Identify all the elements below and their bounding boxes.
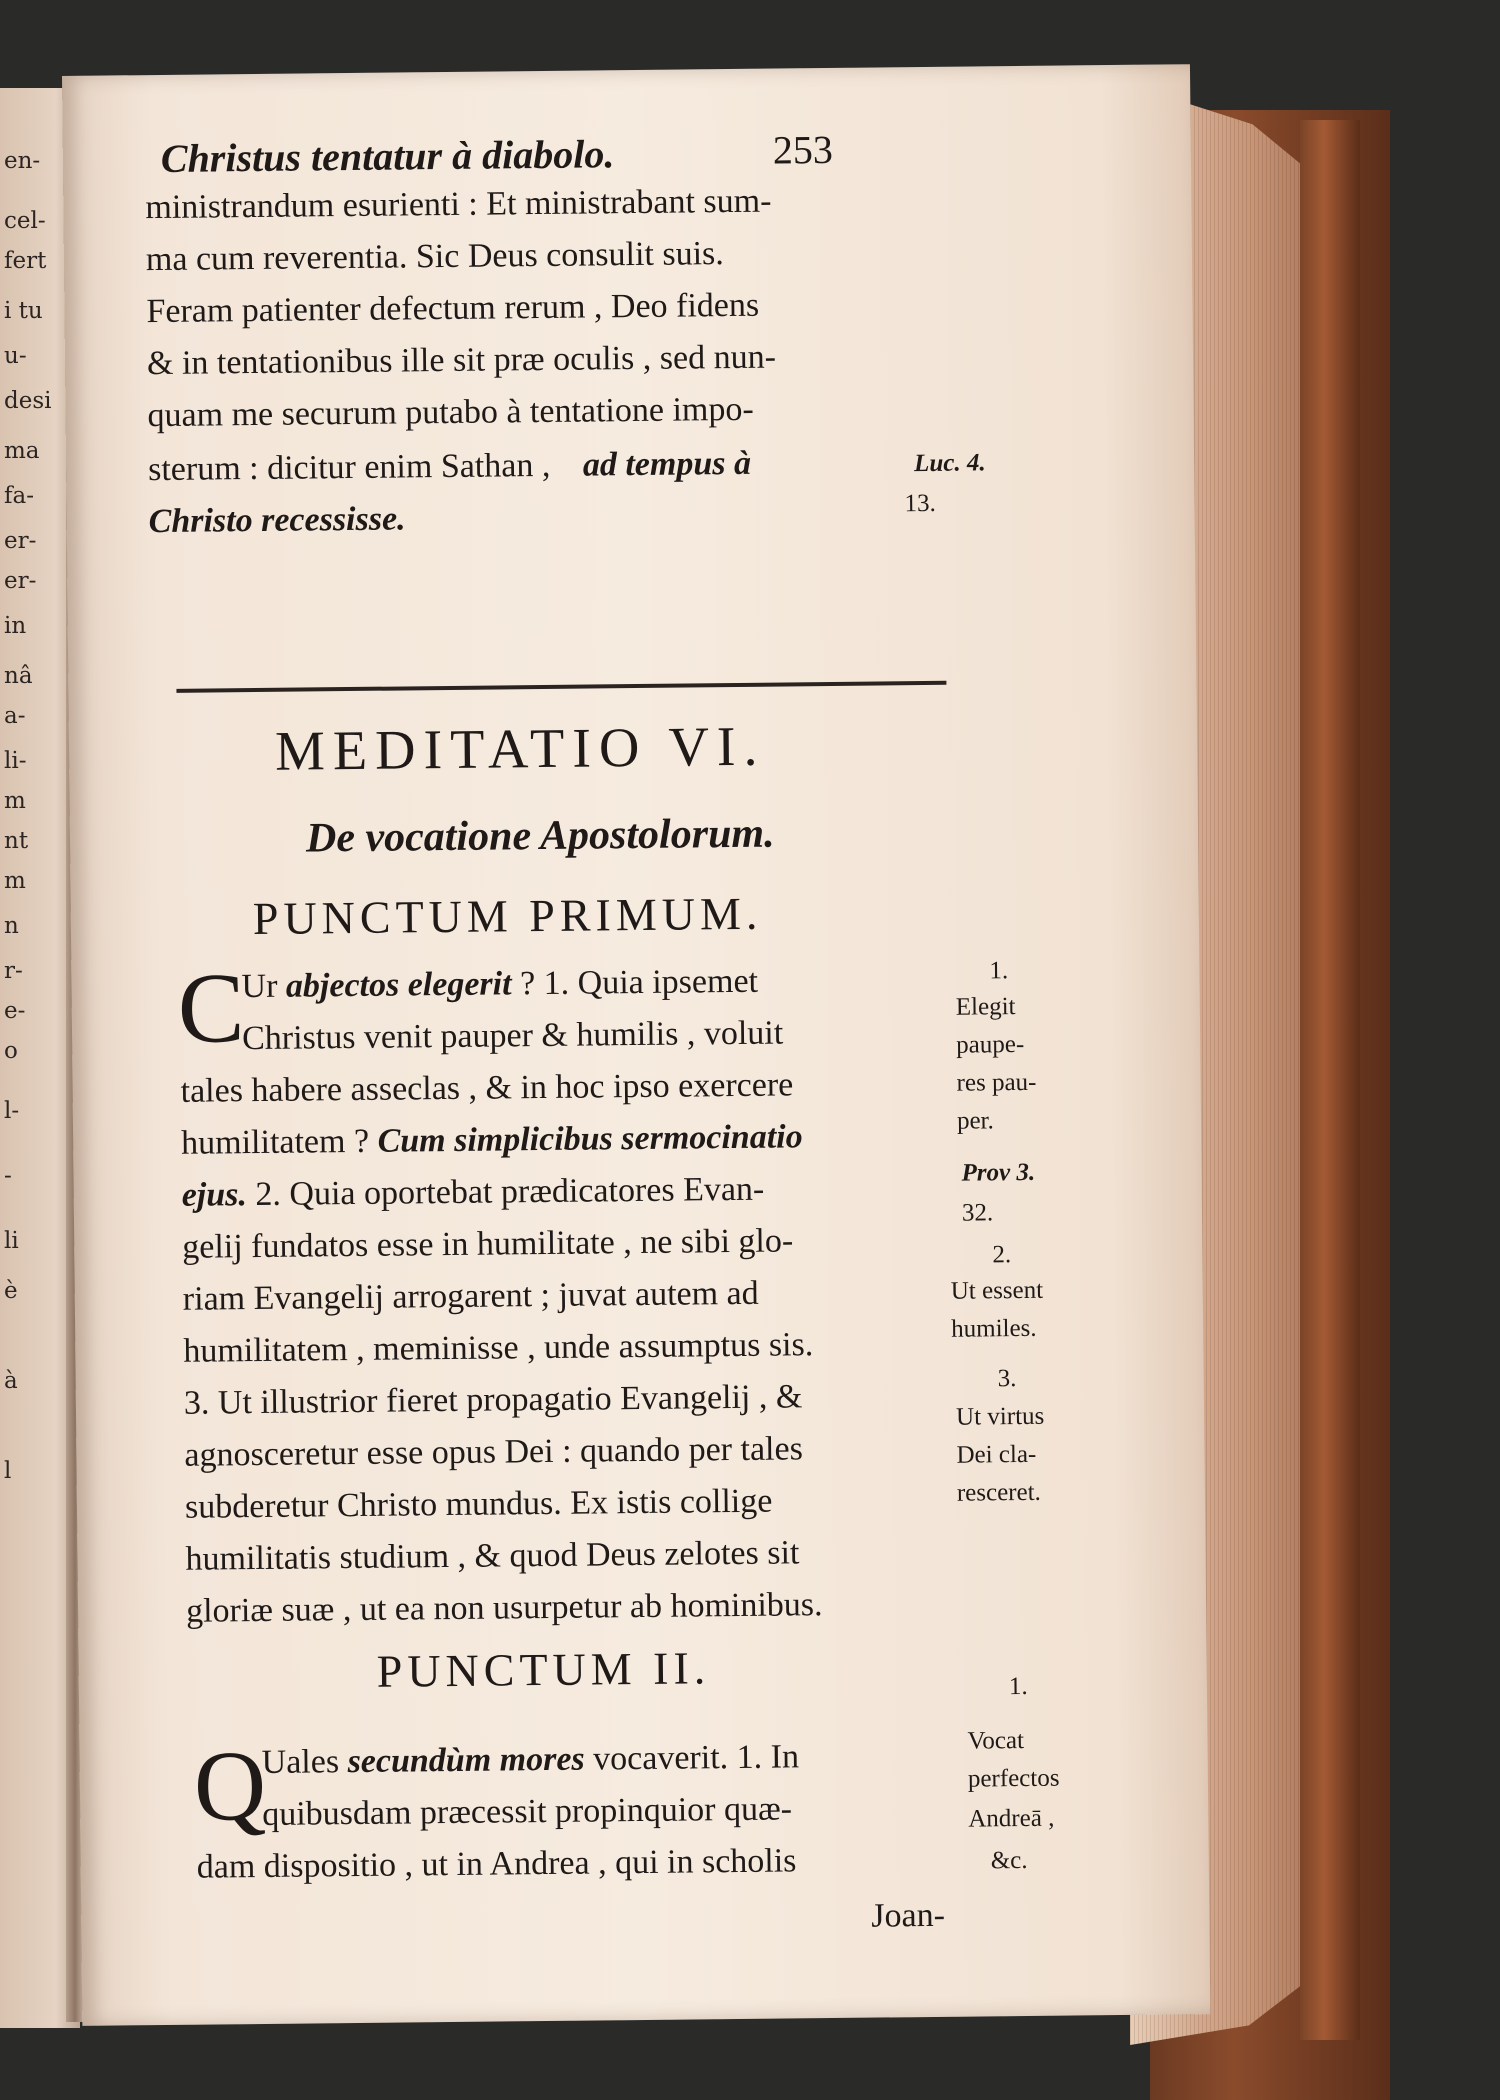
text-line: Christus venit pauper & humilis , voluit — [241, 1014, 784, 1058]
margin-note: 1. — [1008, 1672, 1028, 1701]
drop-cap: C — [177, 952, 246, 1064]
left-page-fragment: n — [4, 913, 19, 939]
margin-note: 32. — [961, 1199, 994, 1227]
text-line: dam dispositio , ut in Andrea , qui in scholis — [196, 1842, 797, 1886]
text-line: Uales secundùm mores vocaverit. 1. In — [261, 1738, 800, 1782]
text-line: gloriæ suæ , ut ea non usurpetur ab hominibus. — [185, 1586, 823, 1630]
page-number: 253 — [772, 126, 834, 173]
left-page-fragment: nâ — [4, 663, 33, 689]
left-page-fragment: li — [4, 1228, 19, 1254]
text-line: humilitatem ? Cum simplicibus sermocinatio — [180, 1118, 803, 1162]
book-cover-edge — [1300, 120, 1360, 2040]
left-page-fragment: cel- — [4, 208, 46, 234]
margin-note: 3. — [997, 1365, 1017, 1393]
left-page-fragment: fert — [4, 248, 47, 274]
left-page-fragment: è — [4, 1278, 18, 1304]
margin-note: humiles. — [951, 1314, 1037, 1343]
text-line: 3. Ut illustrior fieret propagatio Evangelij , & — [183, 1378, 803, 1422]
margin-note: perfectos — [967, 1764, 1060, 1793]
margin-note: Prov 3. — [961, 1158, 1036, 1187]
text-line: ministrandum esurienti : Et ministrabant sum- — [145, 182, 772, 227]
left-page-fragment: m — [4, 868, 26, 894]
left-page-fragment: e- — [4, 998, 26, 1024]
text-line: quam me securum putabo à tentatione impo- — [147, 390, 754, 435]
margin-note: Ut virtus — [955, 1402, 1045, 1431]
drop-cap: Q — [193, 1729, 267, 1842]
italic-phrase: ad tempus à — [582, 444, 752, 484]
left-page-fragment: desi — [4, 388, 52, 414]
catchword: Joan- — [871, 1896, 946, 1935]
margin-note: Ut essent — [950, 1276, 1044, 1305]
left-page-fragment: nt — [4, 828, 29, 854]
text-line: riam Evangelij arrogarent ; juvat autem ad — [182, 1274, 759, 1318]
left-page-fragment: l — [4, 1458, 12, 1484]
left-page-fragment: li- — [4, 748, 27, 774]
left-page-fragment: i tu — [4, 298, 43, 324]
margin-note: per. — [956, 1107, 994, 1135]
text-line: tales habere asseclas , & in hoc ipso exercere — [180, 1066, 794, 1110]
meditation-subtitle: De vocatione Apostolorum. — [305, 810, 775, 862]
section-rule — [176, 681, 946, 693]
left-page-fragment: in — [4, 613, 27, 639]
left-page-fragment: er- — [4, 528, 37, 554]
section-heading: PUNCTUM PRIMUM. — [252, 887, 763, 945]
left-page-fragment: a- — [4, 703, 26, 729]
margin-note: 2. — [992, 1241, 1012, 1269]
left-page-fragment: à — [4, 1368, 18, 1394]
margin-note: 1. — [989, 957, 1009, 985]
text-line: Ur abjectos elegerit ? 1. Quia ipsemet — [241, 962, 759, 1006]
margin-note: Vocat — [967, 1727, 1025, 1755]
left-page-fragment: en- — [4, 148, 41, 174]
margin-note: Andreā , — [968, 1804, 1055, 1833]
left-page-fragment: ma — [4, 438, 40, 464]
left-page-fragment: o — [4, 1038, 18, 1064]
section-heading: PUNCTUM II. — [376, 1642, 711, 1697]
left-page-fragment: fa- — [4, 483, 34, 509]
margin-note: Luc. 4. — [913, 449, 986, 478]
margin-note: Elegit — [955, 993, 1016, 1021]
text-line: gelij fundatos esse in humilitate , ne sibi glo- — [182, 1222, 794, 1266]
text-line: quibusdam præcessit propinquior quæ- — [262, 1790, 793, 1833]
text-line — [147, 444, 752, 489]
margin-note: resceret. — [956, 1478, 1041, 1507]
margin-note: &c. — [990, 1846, 1028, 1875]
text-line: subderetur Christo mundus. Ex istis collige — [184, 1482, 773, 1526]
margin-note: res pau- — [956, 1068, 1037, 1097]
left-page-fragment: - — [4, 1163, 12, 1189]
text-line: Feram patienter defectum rerum , Deo fidens — [146, 286, 760, 331]
text-line: & in tentationibus ille sit præ oculis , sed nun- — [146, 338, 777, 383]
right-page — [62, 64, 1210, 2026]
text-line: Christo recessisse. — [148, 500, 406, 541]
left-page-fragment: r- — [4, 958, 23, 984]
text-line: ma cum reverentia. Sic Deus consulit suis. — [145, 235, 724, 279]
text-line: humilitatis studium , & quod Deus zelotes sit — [185, 1534, 800, 1578]
text-line: agnosceretur esse opus Dei : quando per tales — [184, 1430, 804, 1474]
running-title: Christus tentatur à diabolo. — [160, 131, 615, 181]
margin-note: Dei cla- — [956, 1440, 1037, 1469]
left-page-fragment: u- — [4, 343, 27, 369]
left-page-fragment: l- — [4, 1098, 20, 1124]
text-span: sterum : dicitur enim Sathan , — [147, 446, 551, 489]
margin-note: paupe- — [956, 1030, 1025, 1059]
text-line: humilitatem , meminisse , unde assumptus sis. — [183, 1326, 814, 1370]
left-page-fragment: m — [4, 788, 26, 814]
margin-note: 13. — [904, 489, 936, 518]
meditation-title: MEDITATIO VI. — [274, 715, 766, 783]
text-line: ejus. 2. Quia oportebat prædicatores Evan- — [181, 1170, 765, 1214]
left-page-fragment: er- — [4, 568, 37, 594]
